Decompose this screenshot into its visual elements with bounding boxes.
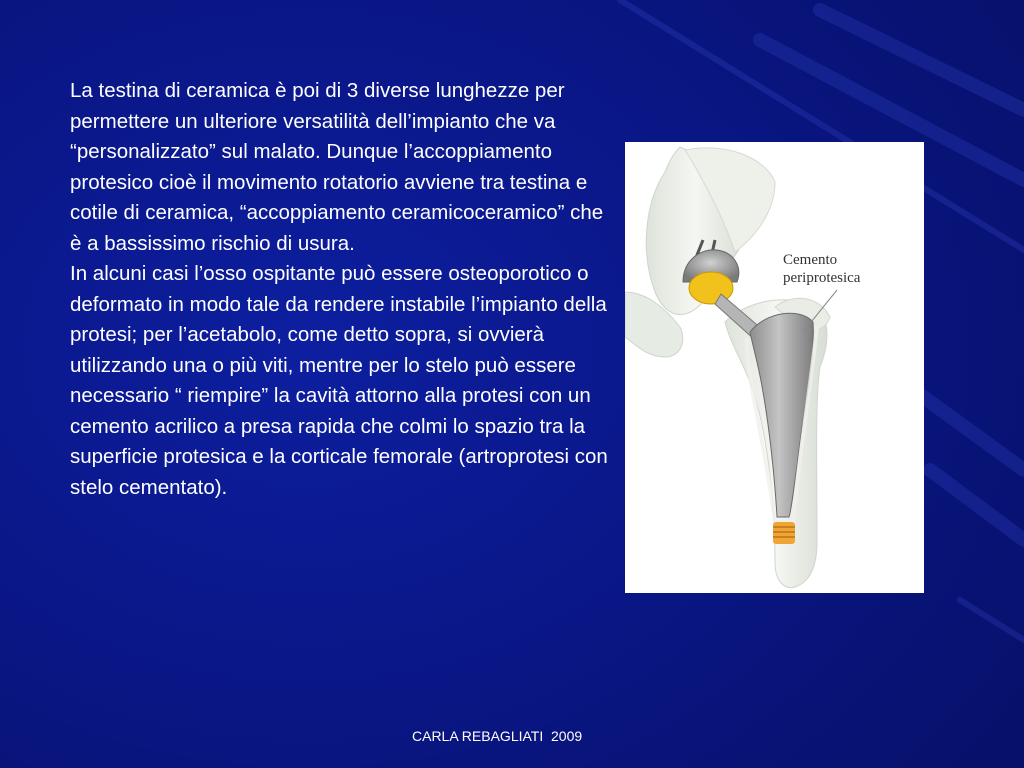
- distal-plug: [773, 522, 795, 544]
- hip-prosthesis-illustration: [625, 142, 924, 593]
- footer-credit: CARLA REBAGLIATI 2009: [412, 728, 583, 744]
- paragraph-cemented-stem: In alcuni casi l’osso ospitante può essere osteoporotico o deformato in modo tale da rendere instabile l’impianto della protesi; per l’acetabolo, come detto sopra, si ovvierà utilizzando una o più viti, mentre per lo stelo può essere necessario “ riempire” la cavità attorno alla protesi con un cemento acrilico a presa rapida che colmi lo spazio tra la superficie protesica e la corticale femorale (artroprotesi con stelo cementato).: [70, 262, 608, 499]
- paragraph-ceramic-head: La testina di ceramica è poi di 3 diverse lunghezze per permettere un ulteriore versatilità dell’impianto che va “personalizzato” sul malato. Dunque l’accoppiamento protesico cioè il movimento rotatorio avviene tra testina e cotile di ceramica, “accoppiamento ceramicoceramico” che è a bassissimo rischio di usura.: [70, 79, 604, 255]
- hip-prosthesis-figure: [625, 142, 924, 593]
- body-text: [70, 76, 615, 503]
- figure-label-line1: Cemento: [783, 252, 838, 268]
- figure-label-line2: periprotesica: [783, 270, 861, 286]
